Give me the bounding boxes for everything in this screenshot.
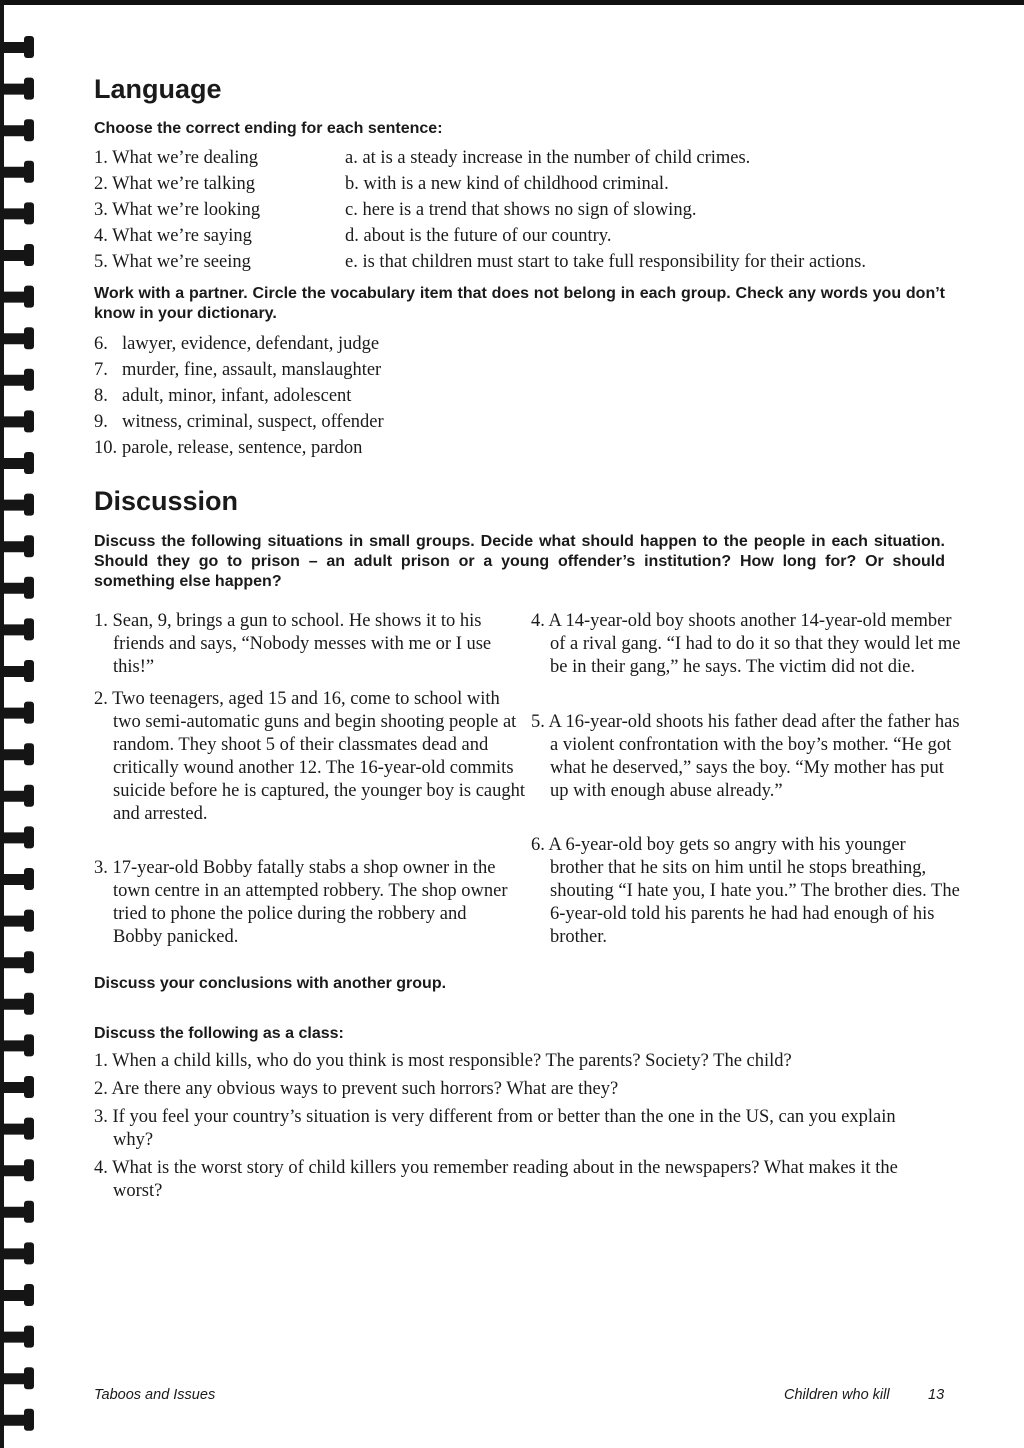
binding-coil [24, 1367, 34, 1389]
list-item: 9. witness, criminal, suspect, offender [94, 412, 384, 432]
list-item: 3. What we’re looking [94, 200, 261, 220]
binding-coil [24, 951, 34, 973]
binding-coil [24, 826, 34, 848]
binding-coil [24, 286, 34, 308]
vocabulary-groups-list [94, 331, 384, 461]
language-instruction: Choose the correct ending for each sentence: [94, 120, 443, 137]
binding-coil [24, 785, 34, 807]
binding-coil [24, 660, 34, 682]
language-heading: Language [94, 74, 222, 104]
situation-item: 4. A 14-year-old boy shoots another 14-year-old member of a rival gang. “I had to do it so that they would let me be in their gang,” he says. The victim did not die. [531, 611, 961, 677]
page-top-edge [0, 0, 1024, 5]
list-item: e. is that children must start to take full responsibility for their actions. [345, 252, 866, 272]
list-item: 10. parole, release, sentence, pardon [94, 438, 363, 458]
binding-coil [24, 1284, 34, 1306]
binding-coil [24, 244, 34, 266]
conclusions-instruction: Discuss your conclusions with another group. [94, 975, 447, 992]
binding-coil [24, 910, 34, 932]
sentence-beginnings-list [94, 145, 260, 275]
situation-item: 5. A 16-year-old shoots his father dead after the father has a violent confrontation with the boy’s mother. “He got what he deserved,” says the boy. “My mother has put up with enough abuse already.” [531, 712, 960, 801]
binding-coil [24, 535, 34, 557]
binding-coil [24, 618, 34, 640]
list-item: 5. What we’re seeing [94, 252, 251, 272]
binding-coil [24, 452, 34, 474]
binding-coil [24, 993, 34, 1015]
class-question: 4. What is the worst story of child killers you remember reading about in the newspapers? What makes it the worst? [94, 1158, 898, 1201]
binding-coil [24, 494, 34, 516]
binding-coil [24, 1242, 34, 1264]
list-item: 7. murder, fine, assault, manslaughter [94, 360, 382, 380]
list-item: 2. What we’re talking [94, 174, 255, 194]
discussion-heading: Discussion [94, 486, 239, 516]
binding-coil [24, 868, 34, 890]
binding-coil [24, 202, 34, 224]
binding-coil [24, 1118, 34, 1140]
footer-unit-title: Children who kill [784, 1387, 890, 1403]
binding-coil [24, 1076, 34, 1098]
situation-item: 1. Sean, 9, brings a gun to school. He shows it to his friends and says, “Nobody messes with me or I use this!” [94, 611, 492, 677]
binding-coil [24, 702, 34, 724]
list-item: a. at is a steady increase in the number of child crimes. [345, 148, 751, 168]
situation-item: 2. Two teenagers, aged 15 and 16, come to school with two semi-automatic guns and begin shooting people at random. They shoot 5 of their classmates dead and critically wound another 12. The 16-year-old commits suicide before he is captured, the younger boy is caught and arrested. [94, 689, 526, 824]
binding-coil [24, 410, 34, 432]
class-instruction: Discuss the following as a class: [94, 1025, 344, 1042]
list-item: d. about is the future of our country. [345, 226, 612, 246]
list-item: 6. lawyer, evidence, defendant, judge [94, 334, 380, 354]
binding-coil [24, 327, 34, 349]
list-item: 4. What we’re saying [94, 226, 252, 246]
binding-coil [24, 743, 34, 765]
list-item: 1. What we’re dealing [94, 148, 259, 168]
sentence-endings-list [345, 145, 866, 275]
binding-coil [24, 78, 34, 100]
binding-coil [24, 577, 34, 599]
binding-coil [24, 36, 34, 58]
situation-item: 3. 17-year-old Bobby fatally stabs a shop owner in the town centre in an attempted robbery. The shop owner tried to phone the police during the robbery and Bobby panicked. [94, 858, 508, 947]
discussion-instruction: Discuss the following situations in small groups. Decide what should happen to the people in each situation. Should they go to prison – an adult prison or a young offender’s institution? How long for? Or should something else happen? [94, 533, 945, 590]
binding-coil [24, 1034, 34, 1056]
page-number: 13 [928, 1387, 945, 1403]
binding-coil [24, 1409, 34, 1431]
class-question: 3. If you feel your country’s situation is very different from or better than the one in the US, can you explain why? [94, 1107, 896, 1150]
footer-book-title: Taboos and Issues [94, 1387, 216, 1403]
binding-coil [24, 1159, 34, 1181]
list-item: 8. adult, minor, infant, adolescent [94, 386, 352, 406]
list-item: c. here is a trend that shows no sign of slowing. [345, 200, 697, 220]
binding-coil [24, 161, 34, 183]
binding-coil [24, 369, 34, 391]
binding-coil [24, 1326, 34, 1348]
binding-coil [24, 119, 34, 141]
spiral-binding [0, 0, 40, 1448]
situation-item: 6. A 6-year-old boy gets so angry with his younger brother that he sits on him until he stops breathing, shouting “I hate you, I hate you.” The brother dies. The 6-year-old told his parents he had had enough of his brother. [531, 835, 960, 947]
class-question: 2. Are there any obvious ways to prevent such horrors? What are they? [94, 1079, 619, 1099]
binding-coil [24, 1201, 34, 1223]
vocabulary-instruction: Work with a partner. Circle the vocabulary item that does not belong in each group. Check any words you don’t know in your dictionary. [94, 285, 945, 322]
list-item: b. with is a new kind of childhood criminal. [345, 174, 669, 194]
class-question: 1. When a child kills, who do you think is most responsible? The parents? Society? The child? [94, 1051, 792, 1071]
